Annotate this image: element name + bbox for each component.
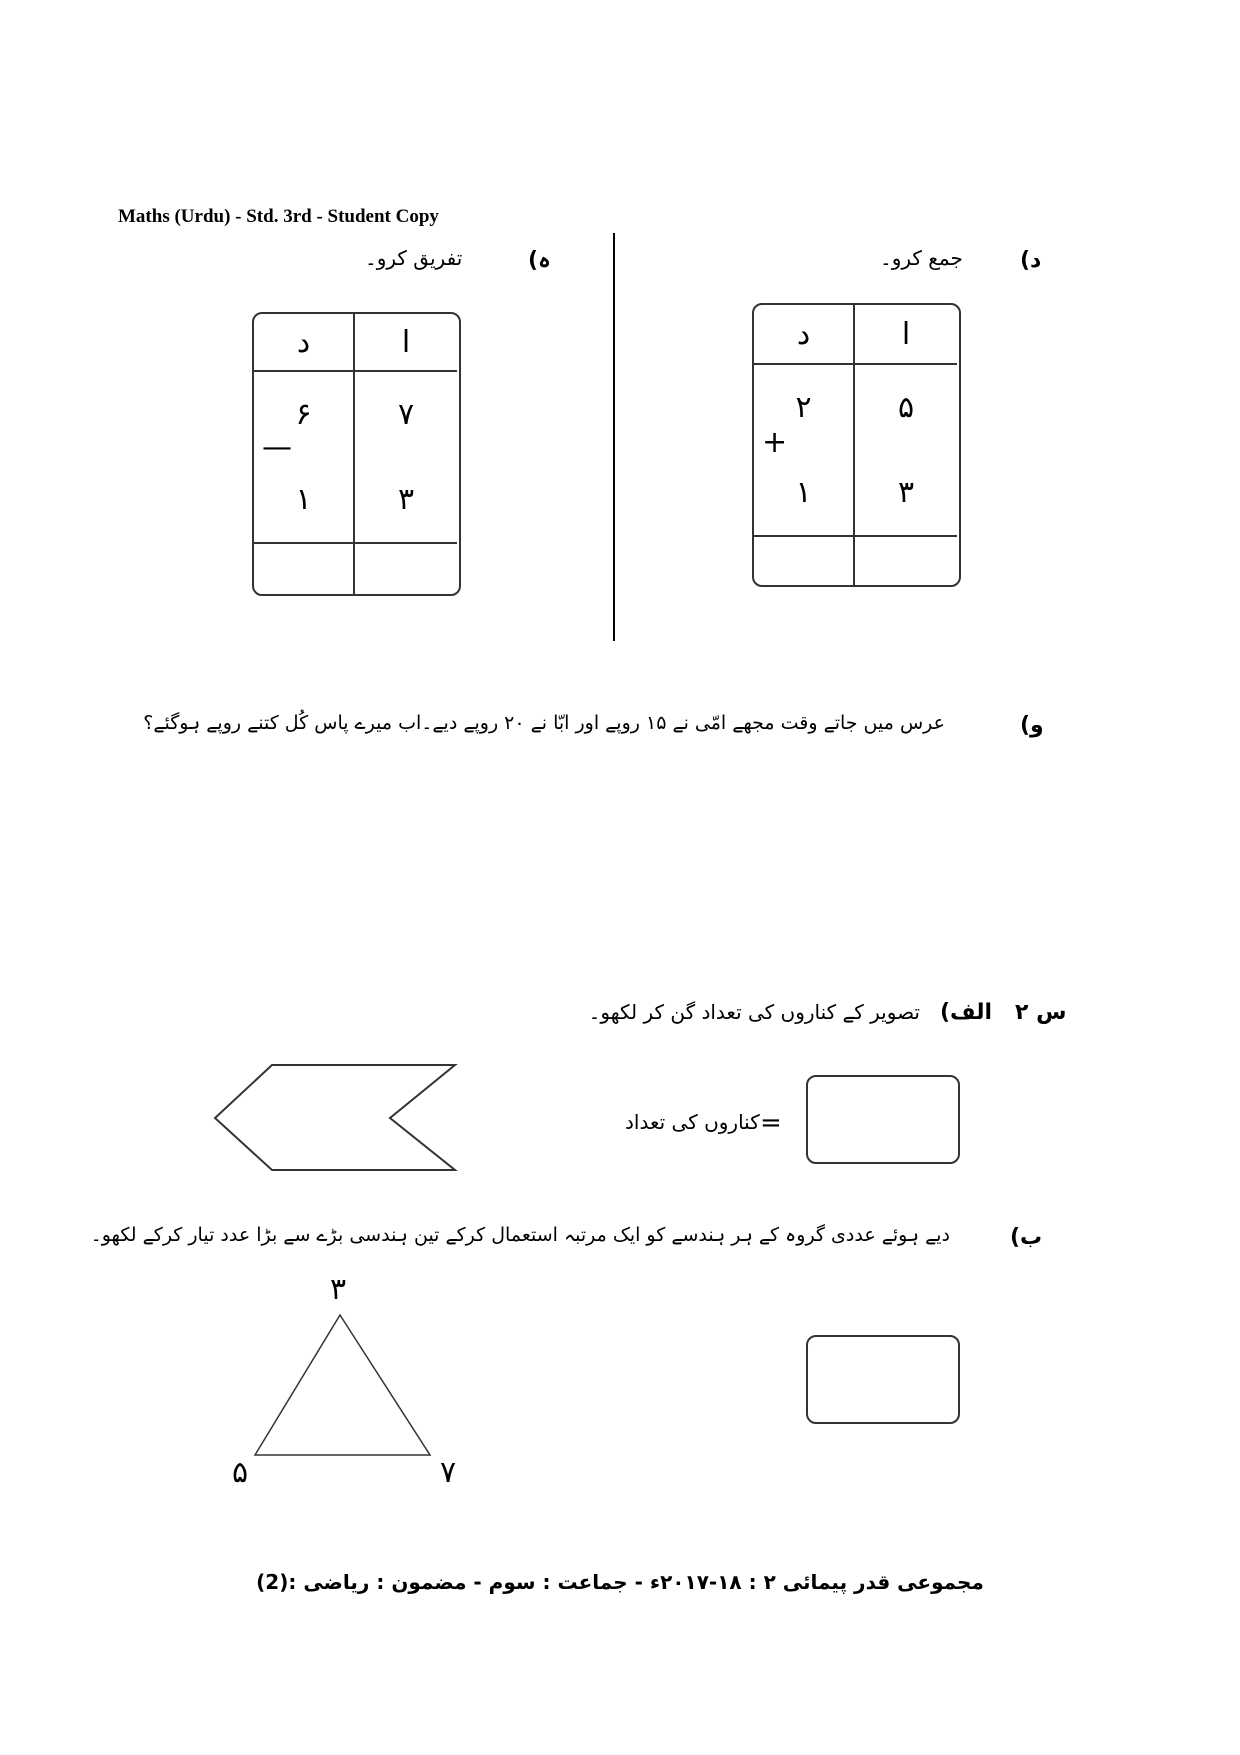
plus-sign: + (762, 425, 788, 460)
question-d-label: د) (1020, 248, 1042, 273)
question-w-text: عرس میں جاتے وقت مجھے امّی نے ۱۵ روپے اور ابّا نے ۲۰ روپے دیے۔اب میرے پاس کُل کتنے روپے ہوگئے؟ (143, 712, 945, 734)
subtrahend-ones: ۳ (397, 482, 415, 517)
sum-ones-field[interactable] (855, 535, 957, 585)
question-w-label: و) (1020, 713, 1044, 738)
subtrahend-tens: ۱ (254, 457, 355, 542)
ones-header: ا (355, 314, 457, 372)
tens-header: د (254, 314, 355, 372)
minus-sign: — (262, 430, 292, 465)
difference-tens-field[interactable] (254, 542, 355, 594)
page-footer: مجموعی قدر پیمائی ۲ : ۱۸-۲۰۱۷ء - جماعت : سوم - مضمون : ریاضی :(2) (256, 1570, 984, 1594)
tens-header: د (754, 305, 855, 365)
question-2b-label: ب) (1010, 1225, 1043, 1250)
triangle-top-digit: ۳ (330, 1272, 347, 1307)
question-h-instruction: تفریق کرو۔ (365, 246, 463, 270)
question-2a-label: الف) (940, 1000, 993, 1025)
question-2b-instruction: دیے ہوئے عددی گروہ کے ہر ہندسے کو ایک مرتبہ استعمال کرکے تین ہندسی بڑے سے بڑا عدد تیار کرکے لکھو۔ (90, 1224, 950, 1246)
pentagon-shape-figure (210, 1060, 460, 1180)
triangle-bottom-left-digit: ۵ (232, 1455, 249, 1490)
addend1-tens: ۲ (754, 365, 855, 450)
question-2-number: س ۲ (1015, 1000, 1067, 1025)
sum-tens-field[interactable] (754, 535, 855, 585)
question-2a-instruction: تصویر کے کناروں کی تعداد گن کر لکھو۔ (588, 1000, 920, 1024)
question-h-label: ہ) (528, 248, 551, 273)
minuend-ones: ۷ (397, 397, 415, 432)
ones-header: ا (855, 305, 957, 365)
digit-triangle-figure (250, 1310, 440, 1460)
edge-count-answer-box[interactable] (806, 1075, 960, 1164)
minuend-tens: ۶ (254, 372, 355, 457)
column-divider (613, 233, 615, 641)
edge-count-label: کناروں کی تعداد (625, 1110, 760, 1134)
page-header: Maths (Urdu) - Std. 3rd - Student Copy (118, 206, 439, 227)
addend2-tens: ۱ (754, 450, 855, 535)
question-d-instruction: جمع کرو۔ (880, 246, 963, 270)
triangle-bottom-right-digit: ۷ (440, 1455, 457, 1490)
addend1-ones: ۵ (897, 390, 915, 425)
largest-number-answer-box[interactable] (806, 1335, 960, 1424)
difference-ones-field[interactable] (355, 542, 457, 594)
addend2-ones: ۳ (897, 475, 915, 510)
equals-sign: = (760, 1108, 782, 1138)
